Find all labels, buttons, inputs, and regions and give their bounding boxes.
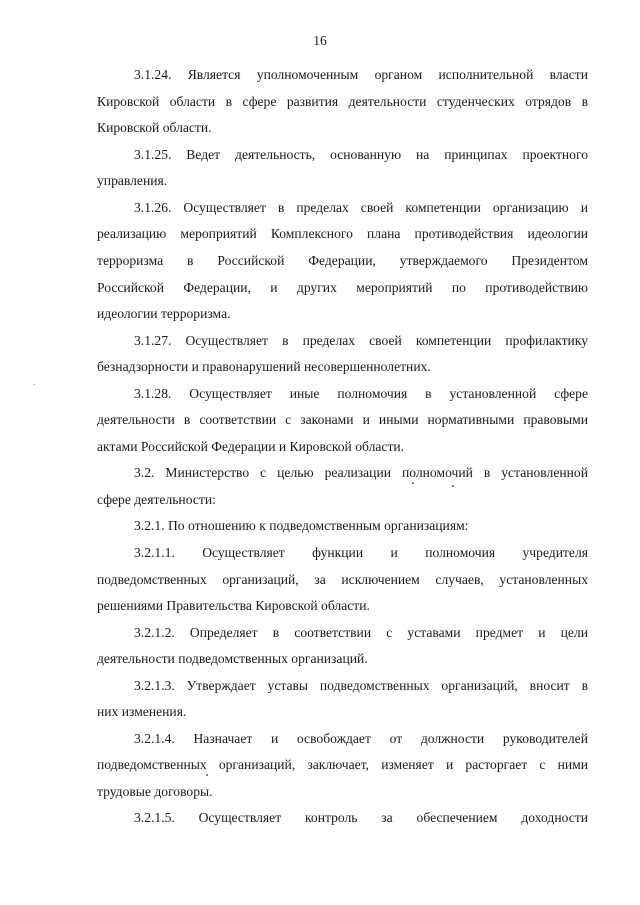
paragraph-3-1-27-line-1: 3.1.27. Осуществляет в пределах своей компетенции профилактику (134, 333, 588, 348)
paragraph-3-1-28-line-3: актами Российской Федерации и Кировской области. (97, 439, 405, 454)
paragraph-3-1-26-line-1: 3.1.26. Осуществляет в пределах своей компетенции организацию и (134, 200, 588, 215)
paragraph-3-1-26-line-4: Российской Федерации, и других мероприятий по противодействию (97, 280, 588, 295)
page-number: 16 (313, 33, 327, 48)
paragraph-3-2-1-4-line-2: подведомственных организаций, заключает, изменяет и расторгает с ними (97, 757, 588, 772)
paragraph-3-2-line-1: 3.2. Министерство с целью реализации полномочий в установленной (134, 465, 588, 480)
paragraph-3-2-1-1-line-3: решениями Правительства Кировской области. (97, 598, 370, 613)
paragraph-3-2-1-1-line-1: 3.2.1.1. Осуществляет функции и полномочия учредителя (134, 545, 588, 560)
paragraph-3-1-27-line-2: безнадзорности и правонарушений несовершеннолетних. (97, 359, 431, 374)
paragraph-3-1-26-line-2: реализацию мероприятий Комплексного плана противодействия идеологии (97, 226, 588, 241)
paragraph-3-1-24-line-3: Кировской области. (97, 120, 212, 135)
paragraph-3-1-25-line-1: 3.1.25. Ведет деятельность, основанную на принципах проектного (134, 147, 588, 162)
paragraph-3-2-1-5-line-1: 3.2.1.5. Осуществляет контроль за обеспечением доходности (134, 810, 588, 825)
paragraph-3-2-1-line-1: 3.2.1. По отношению к подведомственным организациям: (134, 518, 469, 533)
paragraph-3-1-28-line-2: деятельности в соответствии с законами и иными нормативными правовыми (97, 412, 588, 427)
paragraph-3-2-line-2: сфере деятельности: (97, 492, 216, 507)
scan-speck (452, 485, 454, 487)
paragraph-3-2-1-2-line-2: деятельности подведомственных организаций. (97, 651, 368, 666)
paragraph-3-2-1-2-line-1: 3.2.1.2. Определяет в соответствии с уставами предмет и цели (134, 625, 588, 640)
paragraph-3-2-1-3-line-2: них изменения. (97, 704, 187, 719)
paragraph-3-1-25-line-2: управления. (97, 173, 168, 188)
paragraph-3-2-1-4-line-3: трудовые договоры. (97, 784, 213, 799)
paragraph-3-1-24-line-2: Кировской области в сфере развития деятельности студенческих отрядов в (97, 94, 588, 109)
paragraph-3-2-1-1-line-2: подведомственных организаций, за исключением случаев, установленных (97, 572, 588, 587)
scan-speck (34, 384, 35, 385)
scan-speck (412, 482, 414, 484)
paragraph-3-2-1-3-line-1: 3.2.1.3. Утверждает уставы подведомственных организаций, вносит в (134, 678, 588, 693)
paragraph-3-2-1-4-line-1: 3.2.1.4. Назначает и освобождает от должности руководителей (134, 731, 588, 746)
paragraph-3-1-26-line-3: терроризма в Российской Федерации, утверждаемого Президентом (97, 253, 588, 268)
scan-speck (206, 774, 208, 776)
paragraph-3-1-26-line-5: идеологии терроризма. (97, 306, 231, 321)
paragraph-3-1-28-line-1: 3.1.28. Осуществляет иные полномочия в установленной сфере (134, 386, 588, 401)
paragraph-3-1-24-line-1: 3.1.24. Является уполномоченным органом исполнительной власти (134, 67, 588, 82)
